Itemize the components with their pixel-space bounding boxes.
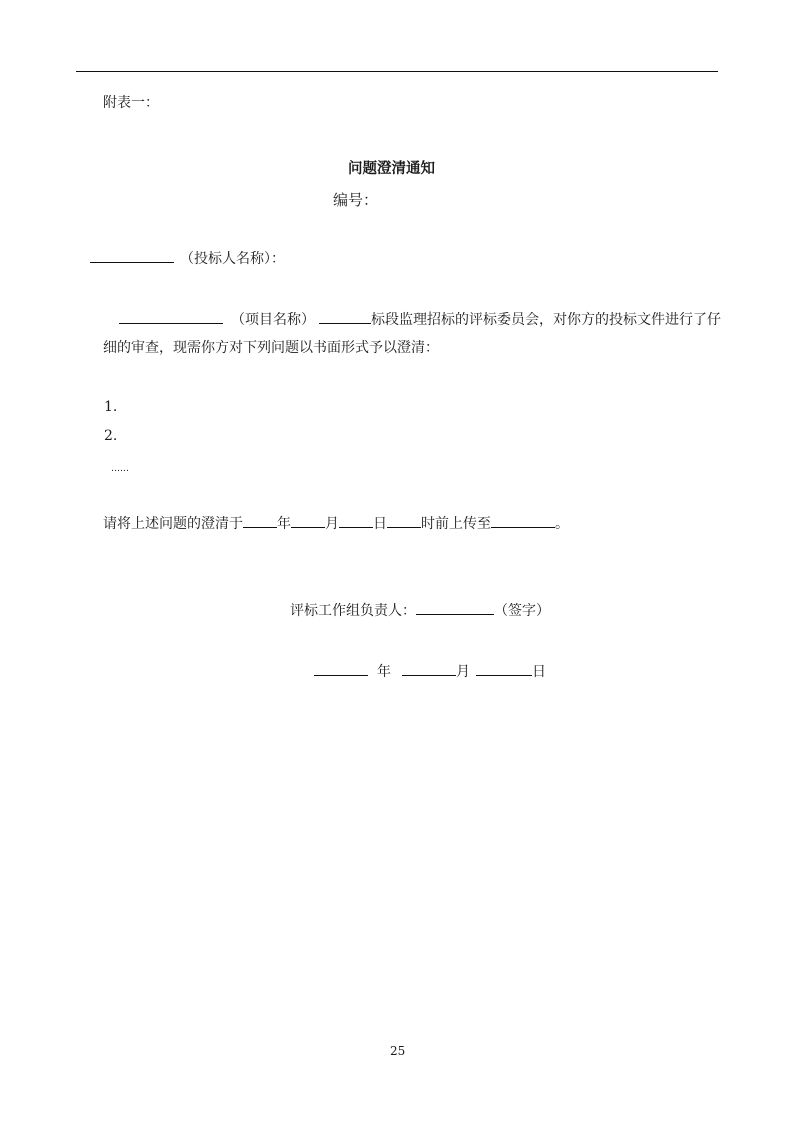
date-day-blank[interactable] xyxy=(476,661,532,676)
hour-text: 时前上传至 xyxy=(421,516,491,532)
list-item: 1. xyxy=(104,399,118,415)
day-blank[interactable] xyxy=(339,513,373,528)
date-month-label: 月 xyxy=(456,664,470,680)
addressee-line xyxy=(90,248,285,268)
page-number: 25 xyxy=(390,1044,406,1058)
attachment-label: 附表一： xyxy=(103,95,159,111)
date-year-blank[interactable] xyxy=(314,661,368,676)
addressee-suffix: （投标人名称）： xyxy=(180,251,285,267)
signature-blank[interactable] xyxy=(416,600,494,615)
date-year-label: 年 xyxy=(377,664,391,680)
header-rule xyxy=(76,71,718,72)
bidder-name-blank[interactable] xyxy=(90,248,174,263)
signature-label: 评标工作组负责人： xyxy=(290,603,416,619)
ellipsis: …… xyxy=(111,464,129,474)
project-name-blank[interactable] xyxy=(119,309,223,324)
body-line-2: 细的审查，现需你方对下列问题以书面形式予以澄清： xyxy=(103,340,439,356)
date-month-blank[interactable] xyxy=(402,661,456,676)
date-line xyxy=(314,661,546,681)
upload-target-blank[interactable] xyxy=(491,513,555,528)
month-blank[interactable] xyxy=(291,513,325,528)
project-name-label: （项目名称） xyxy=(231,312,315,328)
body-line-1-text: 标段监理招标的评标委员会，对你方的投标文件进行了仔 xyxy=(371,312,721,328)
signature-suffix: （签字） xyxy=(494,603,550,619)
year-label: 年 xyxy=(277,516,291,532)
month-label: 月 xyxy=(325,516,339,532)
day-label: 日 xyxy=(373,516,387,532)
deadline-prefix: 请将上述问题的澄清于 xyxy=(103,516,243,532)
document-title: 问题澄清通知 xyxy=(348,161,435,177)
hour-blank[interactable] xyxy=(387,513,421,528)
body-line-1 xyxy=(119,309,721,329)
year-blank[interactable] xyxy=(243,513,277,528)
signature-line xyxy=(290,600,550,620)
deadline-end: 。 xyxy=(555,516,569,532)
deadline-line xyxy=(103,513,569,533)
number-label: 编号： xyxy=(333,191,379,209)
list-item: 2. xyxy=(104,428,118,444)
date-day-label: 日 xyxy=(532,664,546,680)
section-blank[interactable] xyxy=(319,309,371,324)
